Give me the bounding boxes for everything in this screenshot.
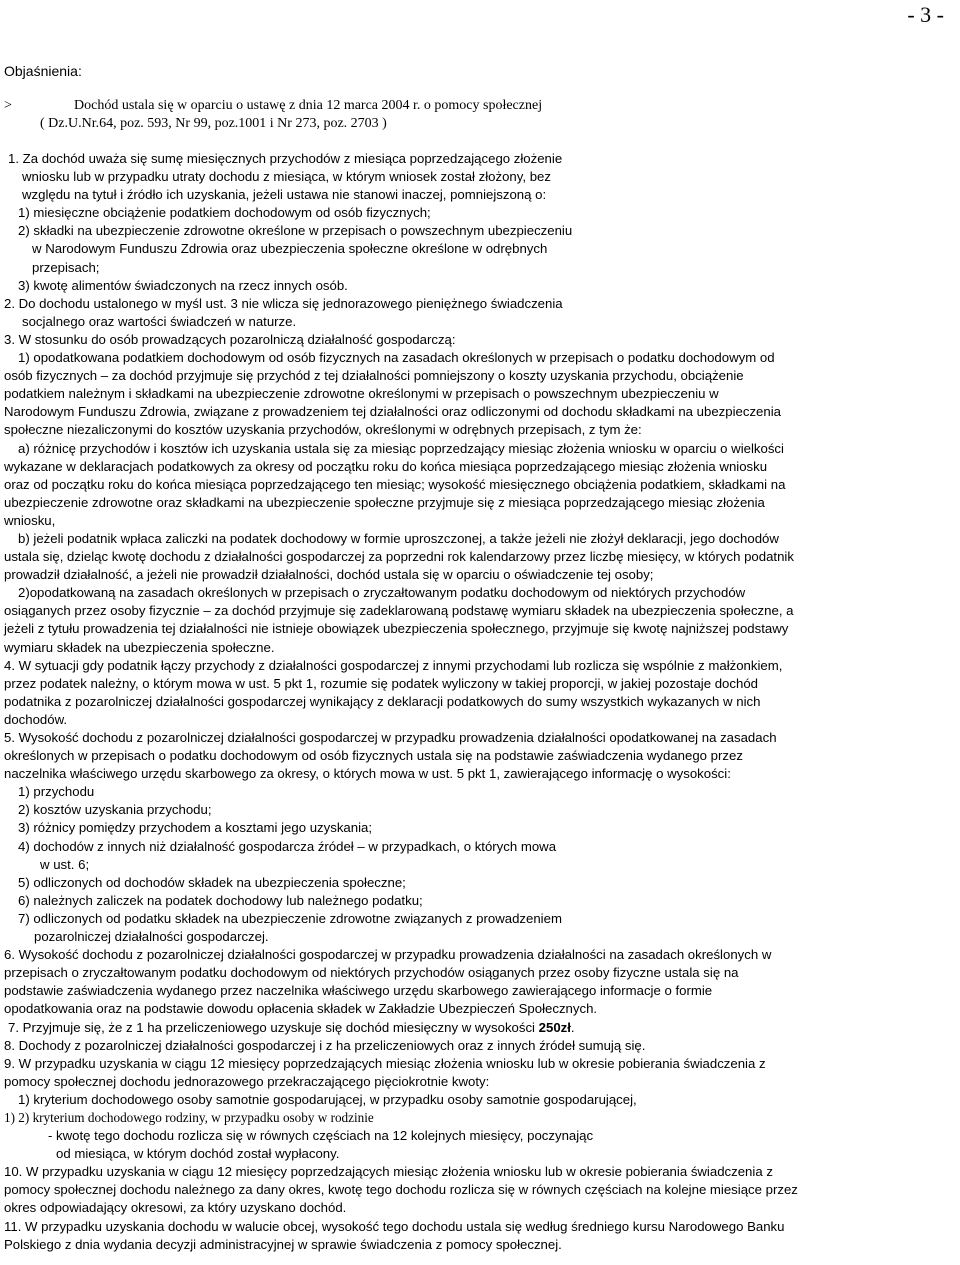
line-text: 1) kryterium dochodowego osoby samotnie gospodarującej, w przypadku osoby samotnie gospodarującej, xyxy=(18,1091,637,1107)
text-line xyxy=(4,1019,956,1037)
text-line xyxy=(4,874,956,892)
text-line xyxy=(4,711,956,729)
text-line xyxy=(4,982,956,1000)
line-text: 1) opodatkowana podatkiem dochodowym od osób fizycznych na zasadach określonych w przepisach o podatku dochodowym od xyxy=(18,350,775,366)
text-line xyxy=(4,331,956,349)
line-text-tail: . xyxy=(570,1019,575,1035)
line-text: 3. W stosunku do osób prowadzących pozarolniczą działalność gospodarczą: xyxy=(4,331,456,347)
line-text: wykazane w deklaracjach podatkowych za okresy od początku roku do końca miesiąca poprzedzającego miesiąc złożenia wniosku xyxy=(4,458,768,474)
text-line xyxy=(4,530,956,548)
legal-source-line-2: ( Dz.U.Nr.64, poz. 593, Nr 99, poz.1001 i Nr 273, poz. 2703 ) xyxy=(40,116,387,131)
text-line xyxy=(4,765,956,783)
text-line xyxy=(4,783,956,801)
line-text: 6) należnych zaliczek na podatek dochodowy lub należnego podatku; xyxy=(18,892,423,908)
text-line xyxy=(4,476,956,494)
text-line xyxy=(4,313,956,331)
line-text: jeżeli z tytułu prowadzenia tej działalności nie istnieje obowiązek ubezpieczenia społecznego, przyjmuje się kwotę najniższej podstawy xyxy=(4,621,789,637)
line-text: wymiaru składek na ubezpieczenia społeczne. xyxy=(4,639,275,655)
text-line xyxy=(4,566,956,584)
line-text: w Narodowym Funduszu Zdrowia oraz ubezpieczenia społeczne określone w odrębnych xyxy=(32,241,548,257)
line-text: podatkiem należnym i składkami na ubezpieczenie zdrowotne określonymi w przepisach o powszechnym ubezpieczeniu w xyxy=(4,386,719,402)
text-line xyxy=(4,1073,956,1091)
text-line xyxy=(4,349,956,367)
text-line xyxy=(4,440,956,458)
text-line xyxy=(4,277,956,295)
text-line xyxy=(4,602,956,620)
line-text: 7) odliczonych od podatku składek na ubezpieczenie zdrowotne związanych z prowadzeniem xyxy=(18,910,562,926)
text-line xyxy=(4,639,956,657)
line-text: 1. Za dochód uważa się sumę miesięcznych przychodów z miesiąca poprzedzającego złożenie xyxy=(8,151,563,166)
text-line xyxy=(4,367,956,385)
line-text: dochodów. xyxy=(4,711,68,727)
text-line xyxy=(4,584,956,602)
line-text: 8. Dochody z pozarolniczej działalności gospodarczej i z ha przeliczeniowych oraz z innych źródeł sumują się. xyxy=(4,1037,646,1053)
line-text: b) jeżeli podatnik wpłaca zaliczki na podatek dochodowy w formie uproszczonej, a także jeżeli nie złożył deklaracji, jego dochodów xyxy=(18,530,779,546)
page-number: - 3 - xyxy=(907,2,944,27)
line-text: od miesiąca, w którym dochód został wypłacony. xyxy=(56,1146,340,1162)
text-line xyxy=(4,657,956,675)
line-text: przez podatek należny, o którym mowa w ust. 5 pkt 1, rozumie się podatek wyliczony w takiej proporcji, w jakiej pozostaje dochód xyxy=(4,675,758,691)
text-line xyxy=(4,620,956,638)
line-text: 9. W przypadku uzyskania w ciągu 12 miesięcy poprzedzających miesiąc złożenia wniosku lub w okresie pobierania świadczenia z xyxy=(4,1055,766,1071)
line-text: 1) 2) kryterium dochodowego rodziny, w przypadku osoby w rodzinie xyxy=(4,1109,374,1125)
line-text: pomocy społecznej dochodu należnego za dany okres, kwotę tego dochodu rozlicza się w równych częściach na kolejne miesiące przez xyxy=(4,1182,798,1198)
text-line xyxy=(4,1236,956,1254)
text-line xyxy=(4,186,956,204)
text-line xyxy=(4,693,956,711)
line-text: określonych w przepisach o podatku dochodowym od osób fizycznych ustala się na podstawie zaświadczenia wydanego przez xyxy=(4,748,743,764)
text-line xyxy=(4,1181,956,1199)
text-line xyxy=(4,240,956,258)
line-text: podatnika z pozarolniczej działalności gospodarczej wynikający z deklaracji podatkowych do sumy wszystkich wykazanych w nich xyxy=(4,693,761,709)
text-line xyxy=(4,928,956,946)
line-text: przepisach; xyxy=(32,259,100,275)
line-text: a) różnicę przychodów i kosztów ich uzyskania ustala się za miesiąc poprzedzający miesiąc złożenia wniosku w oparciu o wielkości xyxy=(18,440,784,456)
explanations-heading: Objaśnienia: xyxy=(4,63,82,79)
text-line xyxy=(4,385,956,403)
text-line xyxy=(4,150,956,168)
text-line xyxy=(4,1091,956,1109)
line-text: podstawie zaświadczenia wydanego przez naczelnika właściwego urzędu skarbowego zawierającego informacje o formie xyxy=(4,983,713,999)
text-line xyxy=(4,494,956,512)
line-text: 7. Przyjmuje się, że z 1 ha przeliczeniowego uzyskuje się dochód miesięczny w wysokości xyxy=(8,1019,539,1035)
text-line xyxy=(4,747,956,765)
legal-source-text: Dochód ustala się w oparciu o ustawę z dnia 12 marca 2004 r. o pomocy społecznej xyxy=(74,98,543,113)
source-marker: > xyxy=(4,98,12,113)
line-text: 2. Do dochodu ustalonego w myśl ust. 3 nie wlicza się jednorazowego pieniężnego świadczenia xyxy=(4,295,563,311)
text-line xyxy=(4,856,956,874)
line-text: 6. Wysokość dochodu z pozarolniczej działalności gospodarczej w przypadku prowadzenia działalności na zasadach określonych w xyxy=(4,947,772,963)
text-line xyxy=(4,1218,956,1236)
line-text: 3) różnicy pomiędzy przychodem a kosztami jego uzyskania; xyxy=(18,820,373,836)
text-line xyxy=(4,1000,956,1018)
text-line xyxy=(4,1127,956,1145)
line-text: społeczne niezaliczonymi do kosztów uzyskania przychodów, określonymi w odrębnych przepisach, z tym że: xyxy=(4,422,642,438)
line-text: 5) odliczonych od dochodów składek na ubezpieczenia społeczne; xyxy=(18,874,406,890)
line-text: wniosku lub w przypadku utraty dochodu z miesiąca, w którym wniosek został złożony, bez xyxy=(22,169,551,185)
text-line xyxy=(4,910,956,928)
line-text: 3) kwotę alimentów świadczonych na rzecz innych osób. xyxy=(18,277,348,293)
text-line xyxy=(4,675,956,693)
text-line xyxy=(4,512,956,530)
line-text: 4. W sytuacji gdy podatnik łączy przychody z działalności gospodarczej z innymi przychodami lub rozlicza się wspólnie z małżonkiem, xyxy=(4,657,783,673)
text-line xyxy=(4,838,956,856)
text-line xyxy=(4,458,956,476)
line-text: - kwotę tego dochodu rozlicza się w równych częściach na 12 kolejnych miesięcy, poczynając xyxy=(48,1128,594,1144)
explanations-body xyxy=(4,150,956,1254)
line-text: 1) przychodu xyxy=(18,784,95,800)
line-text: wniosku, xyxy=(4,512,56,528)
line-text: osiąganych przez osoby fizycznie – za dochód przyjmuje się zadeklarowaną podstawę wymiaru składek na ubezpieczenia społeczne, a xyxy=(4,603,794,619)
line-text: ustala się, dzieląc kwotę dochodu z działalności gospodarczej za poprzedni rok kalendarzowy przez liczbę miesięcy, w których podatnik xyxy=(4,549,794,565)
line-text: socjalnego oraz wartości świadczeń w naturze. xyxy=(22,313,297,329)
line-text: 10. W przypadku uzyskania w ciągu 12 miesięcy poprzedzających miesiąc złożenia wniosku lub w okresie pobierania świadczenia z xyxy=(4,1164,773,1180)
text-line xyxy=(4,819,956,837)
text-line xyxy=(4,1037,956,1055)
amount-bold: 250zł xyxy=(538,1019,571,1035)
text-line xyxy=(4,801,956,819)
line-text: pomocy społecznej dochodu jednorazowego przekraczającego pięciokrotnie kwoty: xyxy=(4,1073,490,1089)
line-text: Narodowym Funduszu Zdrowia, związane z prowadzeniem tej działalności oraz odliczonymi od dochodu składkami na ubezpieczenia xyxy=(4,404,781,420)
text-line xyxy=(4,548,956,566)
text-line xyxy=(4,1163,956,1181)
text-line xyxy=(4,168,956,186)
line-text: oraz od początku roku do końca miesiąca poprzedzającego ten miesiąc; wysokość miesięcznego obciążenia podatkiem, składkami na xyxy=(4,476,786,492)
line-text: 11. W przypadku uzyskania dochodu w walucie obcej, wysokość tego dochodu ustala się według średniego kursu Narodowego Banku xyxy=(4,1218,785,1234)
line-text: osób fizycznych – za dochód przyjmuje się przychód z tej działalności pomniejszony o koszty uzyskania przychodu, obciążenie xyxy=(4,368,744,384)
legal-source-line-1 xyxy=(4,97,704,115)
text-line xyxy=(4,1199,956,1217)
text-line xyxy=(4,204,956,222)
line-text: pozarolniczej działalności gospodarczej. xyxy=(34,929,269,945)
text-line xyxy=(4,403,956,421)
text-line xyxy=(4,892,956,910)
line-text: 2)opodatkowaną na zasadach określonych w przepisach o zryczałtowanym podatku dochodowym od niektórych przychodów xyxy=(18,585,746,601)
line-text: względu na tytuł i źródło ich uzyskania, jeżeli ustawa nie stanowi inaczej, pomniejszoną o: xyxy=(22,187,547,203)
text-line xyxy=(4,1109,956,1127)
text-line xyxy=(4,222,956,240)
text-line xyxy=(4,421,956,439)
line-text: okres odpowiadający okresowi, za który uzyskano dochód. xyxy=(4,1200,347,1216)
line-text: prowadził działalność, a jeżeli nie prowadził działalności, dochód ustala się w oparciu o oświadczenie tej osoby; xyxy=(4,567,654,583)
text-line xyxy=(4,946,956,964)
line-text: przepisach o zryczałtowanym podatku dochodowym od niektórych przychodów osiąganych przez osoby fizyczne ustala się na xyxy=(4,965,739,981)
text-line xyxy=(4,295,956,313)
text-line xyxy=(4,1055,956,1073)
line-text: w ust. 6; xyxy=(40,856,90,872)
line-text: 4) dochodów z innych niż działalność gospodarcza źródeł – w przypadkach, o których mowa xyxy=(18,838,557,854)
line-text: ubezpieczenie zdrowotne oraz składkami na ubezpieczenie społeczne przyjmuje się z miesiąca poprzedzającego miesiąc złożenia xyxy=(4,494,765,510)
text-line xyxy=(4,1145,956,1163)
text-line xyxy=(4,729,956,747)
text-line xyxy=(4,964,956,982)
line-text: 2) składki na ubezpieczenie zdrowotne określone w przepisach o powszechnym ubezpieczeniu xyxy=(18,223,573,239)
line-text: opodatkowania oraz na podstawie dowodu opłacenia składek w Zakładzie Ubezpieczeń Społecznych. xyxy=(4,1001,598,1017)
line-text: Polskiego z dnia wydania decyzji administracyjnej w sprawie świadczenia z pomocy społecznej. xyxy=(4,1236,562,1252)
line-text: 1) miesięczne obciążenie podatkiem dochodowym od osób fizycznych; xyxy=(18,205,431,221)
line-text: naczelnika właściwego urzędu skarbowego za okresy, o których mowa w ust. 5 pkt 1, zawierającego informację o wysokości: xyxy=(4,766,731,782)
text-line xyxy=(4,259,956,277)
line-text: 5. Wysokość dochodu z pozarolniczej działalności gospodarczej w przypadku prowadzenia działalności opodatkowanej na zasadach xyxy=(4,730,777,745)
line-text: 2) kosztów uzyskania przychodu; xyxy=(18,802,212,818)
